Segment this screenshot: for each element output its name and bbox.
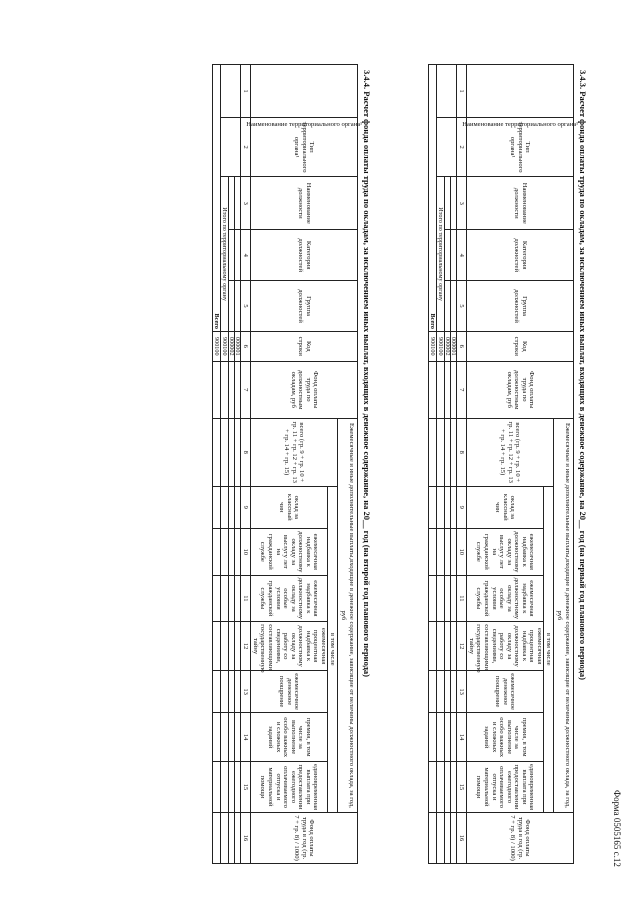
- col-header-category: Категория должностей: [251, 230, 358, 281]
- data-cell: [235, 486, 241, 528]
- data-cell: [428, 762, 436, 813]
- data-cell: [428, 713, 436, 762]
- col-header-class-rank: оклад за классный чин: [467, 486, 544, 528]
- data-cell: [212, 762, 220, 813]
- row-code: 000001: [235, 331, 241, 361]
- row-code: 900100: [437, 331, 445, 361]
- data-cell: [428, 575, 436, 622]
- column-number: 4: [457, 230, 467, 281]
- data-cell: [445, 486, 451, 528]
- data-cell: [445, 230, 451, 281]
- column-number: 8: [241, 418, 251, 486]
- data-cell: [229, 622, 235, 671]
- data-cell: [229, 670, 235, 712]
- data-cell: [437, 361, 445, 418]
- data-cell: [451, 622, 457, 671]
- data-cell: [229, 418, 235, 486]
- column-number: 6: [457, 331, 467, 361]
- data-cell: [451, 713, 457, 762]
- column-number: 9: [241, 486, 251, 528]
- data-cell: [229, 230, 235, 281]
- data-cell: [235, 177, 241, 230]
- column-number: 3: [457, 177, 467, 230]
- data-cell: [221, 486, 229, 528]
- data-cell: [229, 528, 235, 575]
- data-cell: [445, 528, 451, 575]
- data-cell: [221, 361, 229, 418]
- column-number: 11: [241, 575, 251, 622]
- data-cell: [235, 361, 241, 418]
- data-cell: [221, 418, 229, 486]
- col-header-state-secret: ежемесячная процентная надбавка к должностному окладу за работу со сведениями, составляющими государственную тайну: [467, 622, 544, 671]
- data-cell: [451, 670, 457, 712]
- col-header-group: Группа должностей: [467, 281, 574, 332]
- column-number: 8: [457, 418, 467, 486]
- data-cell: [451, 528, 457, 575]
- organ-name-cell: [221, 65, 241, 118]
- data-cell: [445, 281, 451, 332]
- data-cell: [445, 575, 451, 622]
- col-header-organ-type: Тип территориального органа¹: [467, 117, 574, 176]
- col-header-in-that-number: в том числе: [328, 486, 338, 812]
- grand-total-label: Всего: [212, 65, 220, 332]
- col-header-total: всего (гр. 9 + гр. 10 + гр. 11 + гр. 12 + гр. 13 + гр. 14 + гр. 15): [467, 418, 554, 486]
- data-cell: [221, 575, 229, 622]
- data-cell: [212, 575, 220, 622]
- col-header-group: Группа должностей: [251, 281, 358, 332]
- column-number: 6: [241, 331, 251, 361]
- row-code: 000002: [445, 331, 451, 361]
- data-cell: [212, 361, 220, 418]
- data-cell: [212, 670, 220, 712]
- data-cell: [235, 281, 241, 332]
- column-number: 11: [457, 575, 467, 622]
- grand-total-label: Всего: [428, 65, 436, 332]
- data-cell: [229, 813, 235, 864]
- column-number: 5: [457, 281, 467, 332]
- col-header-seniority: ежемесячная надбавка к должностному окладу за выслугу лет на гражданской службе: [251, 528, 328, 575]
- col-header-vacation-payment: единовременная выплата при предоставлении ежегодного оплачиваемого отпуска и материальной помощи: [467, 762, 544, 813]
- data-cell: [428, 486, 436, 528]
- col-header-total: всего (гр. 9 + гр. 10 + гр. 11 + гр. 12 + гр. 13 + гр. 14 + гр. 15): [251, 418, 338, 486]
- data-cell: [212, 418, 220, 486]
- data-cell: [451, 486, 457, 528]
- data-cell: [437, 486, 445, 528]
- data-cell: [235, 813, 241, 864]
- data-cell: [451, 762, 457, 813]
- column-number: 3: [241, 177, 251, 230]
- row-code: 000002: [229, 331, 235, 361]
- data-cell: [451, 813, 457, 864]
- organ-name-cell: [437, 65, 457, 118]
- data-cell: [451, 418, 457, 486]
- col-header-annual-fund: Фонд оплаты труда в год (гр. 7 + гр. 8) / 1000): [467, 813, 574, 864]
- col-header-code: Код строки: [467, 331, 574, 361]
- column-number: 12: [457, 622, 467, 671]
- data-cell: [235, 528, 241, 575]
- column-number: 14: [457, 713, 467, 762]
- column-number: 15: [457, 762, 467, 813]
- data-cell: [437, 813, 445, 864]
- data-cell: [445, 713, 451, 762]
- row-code: 900100: [428, 331, 436, 361]
- data-cell: [451, 575, 457, 622]
- data-cell: [445, 361, 451, 418]
- column-number: 5: [241, 281, 251, 332]
- col-header-salary-fund: Фонд оплаты труда по должностным окладам, руб: [467, 361, 574, 418]
- col-header-vacation-payment: единовременная выплата при предоставлении ежегодного оплачиваемого отпуска и материальной помощи: [251, 762, 328, 813]
- data-cell: [445, 177, 451, 230]
- column-number: 7: [457, 361, 467, 418]
- data-cell: [437, 670, 445, 712]
- data-cell: [445, 813, 451, 864]
- data-cell: [221, 670, 229, 712]
- data-cell: [428, 418, 436, 486]
- data-cell: [221, 528, 229, 575]
- data-cell: [229, 177, 235, 230]
- col-header-organ-type: Тип территориального органа¹: [251, 117, 358, 176]
- col-header-seniority: ежемесячная надбавка к должностному окладу за выслугу лет на гражданской службе: [467, 528, 544, 575]
- column-number: 2: [457, 117, 467, 176]
- data-cell: [428, 622, 436, 671]
- data-cell: [445, 762, 451, 813]
- data-cell: [437, 622, 445, 671]
- col-header-monthly-bonus: ежемесячное денежное поощрение: [251, 670, 328, 712]
- data-cell: [229, 281, 235, 332]
- total-by-organ-label: Итого по территориальному органу: [437, 177, 445, 332]
- data-cell: [235, 418, 241, 486]
- row-code: 900100: [212, 331, 220, 361]
- col-header-organ: Наименование территориального органа¹: [467, 65, 574, 118]
- data-cell: [235, 230, 241, 281]
- col-header-position: Наименование должности: [467, 177, 574, 230]
- col-header-code: Код строки: [251, 331, 358, 361]
- data-cell: [445, 670, 451, 712]
- organ-type-cell: [437, 117, 457, 176]
- column-number: 13: [457, 670, 467, 712]
- col-header-in-that-number: в том числе: [544, 486, 554, 812]
- column-number: 16: [457, 813, 467, 864]
- col-header-salary-fund: Фонд оплаты труда по должностным окладам, руб: [251, 361, 358, 418]
- col-header-organ: Наименование территориального органа¹: [251, 65, 358, 118]
- data-cell: [235, 622, 241, 671]
- col-header-special-conditions: ежемесячная надбавка к должностному окладу за особые условия гражданской службы: [467, 575, 544, 622]
- column-number: 12: [241, 622, 251, 671]
- col-header-extra-payments: Ежемесячные и иные дополнительные выплаты,входящие в денежное содержание, зависящие от величины должностного оклада, за год, руб: [554, 418, 574, 812]
- row-code: 000001: [451, 331, 457, 361]
- data-cell: [212, 713, 220, 762]
- data-cell: [451, 230, 457, 281]
- data-cell: [229, 713, 235, 762]
- column-number: 10: [457, 528, 467, 575]
- column-number: 13: [241, 670, 251, 712]
- data-cell: [451, 361, 457, 418]
- data-cell: [428, 361, 436, 418]
- column-number: 4: [241, 230, 251, 281]
- column-number: 7: [241, 361, 251, 418]
- data-cell: [212, 528, 220, 575]
- col-header-extra-payments: Ежемесячные и иные дополнительные выплаты,входящие в денежное содержание, зависящие от величины должностного оклада, за год, руб: [338, 418, 358, 812]
- data-cell: [235, 670, 241, 712]
- data-cell: [437, 713, 445, 762]
- data-cell: [229, 486, 235, 528]
- data-cell: [445, 418, 451, 486]
- data-cell: [212, 813, 220, 864]
- data-cell: [451, 281, 457, 332]
- data-cell: [437, 762, 445, 813]
- data-cell: [229, 575, 235, 622]
- fot-table: [212, 64, 363, 864]
- col-header-state-secret: ежемесячная процентная надбавка к должностному окладу за работу со сведениями, составляющими государственную тайну: [251, 622, 328, 671]
- data-cell: [212, 486, 220, 528]
- column-number: 1: [457, 65, 467, 118]
- col-header-premium: премия, в том числе за выполнение особо важных и сложных заданий: [251, 713, 328, 762]
- data-cell: [221, 713, 229, 762]
- column-number: 16: [241, 813, 251, 864]
- data-cell: [229, 361, 235, 418]
- col-header-monthly-bonus: ежемесячное денежное поощрение: [467, 670, 544, 712]
- data-cell: [229, 762, 235, 813]
- col-header-premium: премия, в том числе за выполнение особо важных и сложных заданий: [467, 713, 544, 762]
- section-title: 3.4.4. Расчет фонда оплаты труда по окладам, за исключением иных выплат, входящих в денежное содержание, на 20__ год (на второй год планового периода): [362, 70, 372, 677]
- col-header-category: Категория должностей: [467, 230, 574, 281]
- data-cell: [221, 622, 229, 671]
- col-header-special-conditions: ежемесячная надбавка к должностному окладу за особые условия гражданской службы: [251, 575, 328, 622]
- data-cell: [221, 813, 229, 864]
- column-number: 14: [241, 713, 251, 762]
- column-number: 2: [241, 117, 251, 176]
- data-cell: [428, 813, 436, 864]
- data-cell: [235, 575, 241, 622]
- col-header-class-rank: оклад за классный чин: [251, 486, 328, 528]
- data-cell: [428, 528, 436, 575]
- total-by-organ-label: Итого по территориальному органу: [221, 177, 229, 332]
- column-number: 9: [457, 486, 467, 528]
- organ-type-cell: [221, 117, 241, 176]
- section-title: 3.4.3. Расчет фонда оплаты труда по окладам, за исключением иных выплат, входящих в денежное содержание, на 20__ год (на первый год планового периода): [578, 70, 588, 680]
- col-header-annual-fund: Фонд оплаты труда в год (гр. 7 + гр. 8) / 1000): [251, 813, 358, 864]
- fot-table: [428, 64, 579, 864]
- col-header-position: Наименование должности: [251, 177, 358, 230]
- data-cell: [437, 418, 445, 486]
- data-cell: [235, 713, 241, 762]
- data-cell: [437, 528, 445, 575]
- data-cell: [235, 762, 241, 813]
- column-number: 10: [241, 528, 251, 575]
- data-cell: [445, 622, 451, 671]
- data-cell: [451, 177, 457, 230]
- data-cell: [221, 762, 229, 813]
- data-cell: [428, 670, 436, 712]
- column-number: 15: [241, 762, 251, 813]
- column-number: 1: [241, 65, 251, 118]
- data-cell: [212, 622, 220, 671]
- row-code: 900100: [221, 331, 229, 361]
- data-cell: [437, 575, 445, 622]
- form-number: Форма 0505165 с.12: [612, 790, 622, 867]
